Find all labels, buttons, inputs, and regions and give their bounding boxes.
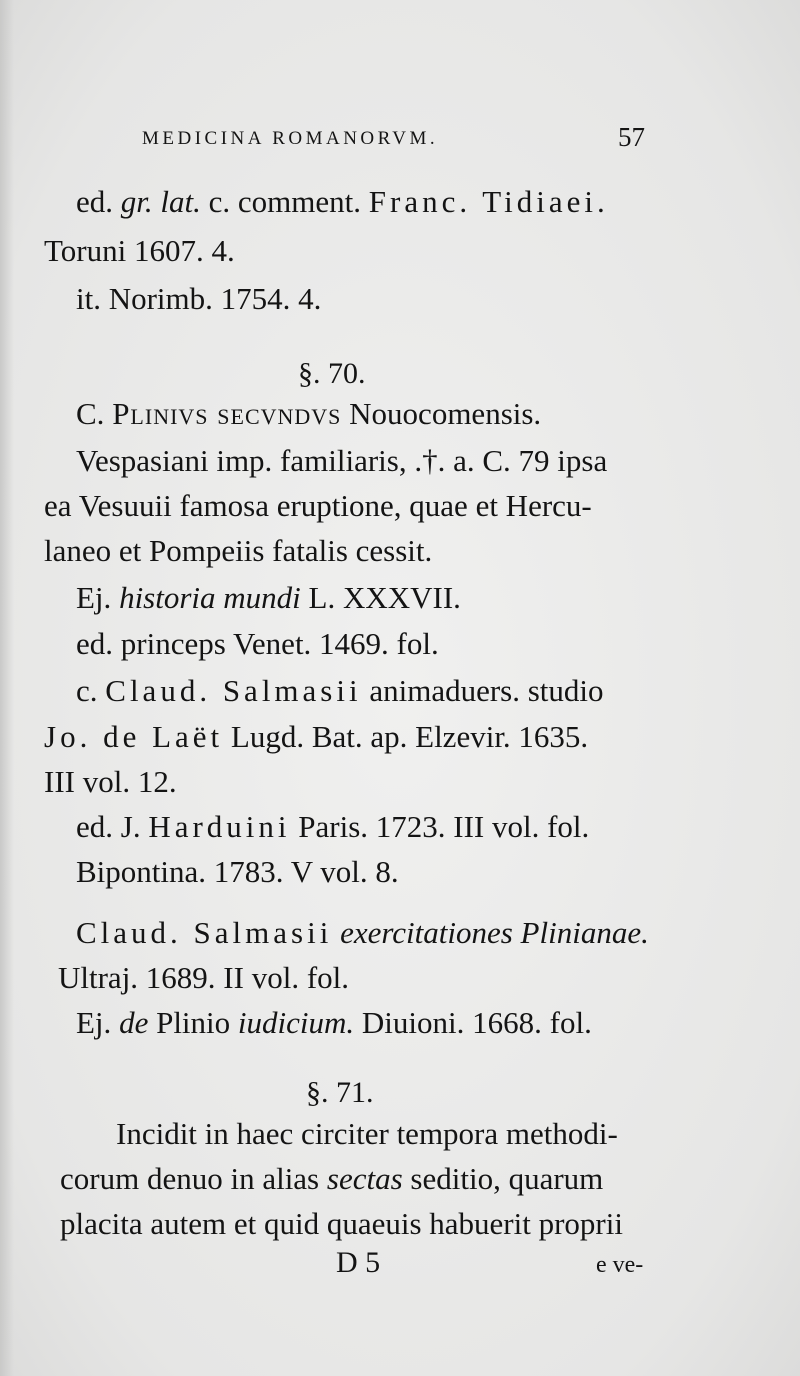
section-mark: §. 71. — [306, 1076, 374, 1109]
text-line: Ej. de Plinio iudicium. Diuioni. 1668. fol. — [76, 1005, 592, 1040]
text-line: Toruni 1607. 4. — [44, 233, 235, 268]
text-line: ea Vesuuii famosa eruptione, quae et Hercu- — [44, 488, 592, 523]
text-line: Vespasiani imp. familiaris, .†. a. C. 79 ipsa — [76, 443, 608, 478]
page-number: 57 — [618, 122, 645, 152]
section-mark: §. 70. — [298, 357, 366, 390]
text-line: laneo et Pompeiis fatalis cessit. — [44, 533, 433, 568]
text-line: C. Plinivs secvndvs Nouocomensis. — [76, 396, 542, 431]
text-line: ed. J. Harduini Paris. 1723. III vol. fol. — [76, 809, 590, 844]
running-title: MEDICINA ROMANORVM. — [142, 128, 439, 149]
text-line: III vol. 12. — [44, 764, 177, 799]
text-line: Jo. de Laët Lugd. Bat. ap. Elzevir. 1635. — [44, 719, 589, 754]
text-line: Ultraj. 1689. II vol. fol. — [58, 960, 350, 995]
text-line: Incidit in haec circiter tempora methodi- — [116, 1116, 618, 1151]
signature-mark: D 5 — [336, 1246, 381, 1279]
text-line: Ej. historia mundi L. XXXVII. — [76, 580, 461, 615]
text-line: it. Norimb. 1754. 4. — [76, 281, 322, 316]
text-line: Claud. Salmasii exercitationes Plinianae. — [76, 915, 649, 950]
catchword: e ve- — [596, 1252, 644, 1278]
text-line: c. Claud. Salmasii animaduers. studio — [76, 673, 604, 708]
text-line: Bipontina. 1783. V vol. 8. — [76, 854, 399, 889]
text-line: corum denuo in alias sectas seditio, quarum — [60, 1161, 604, 1196]
page-gutter-shadow — [0, 0, 14, 1376]
text-line: placita autem et quid quaeuis habuerit proprii — [60, 1206, 623, 1241]
text-line: ed. princeps Venet. 1469. fol. — [76, 626, 439, 661]
text-line: ed. gr. lat. c. comment. Franc. Tidiaei. — [76, 184, 609, 219]
